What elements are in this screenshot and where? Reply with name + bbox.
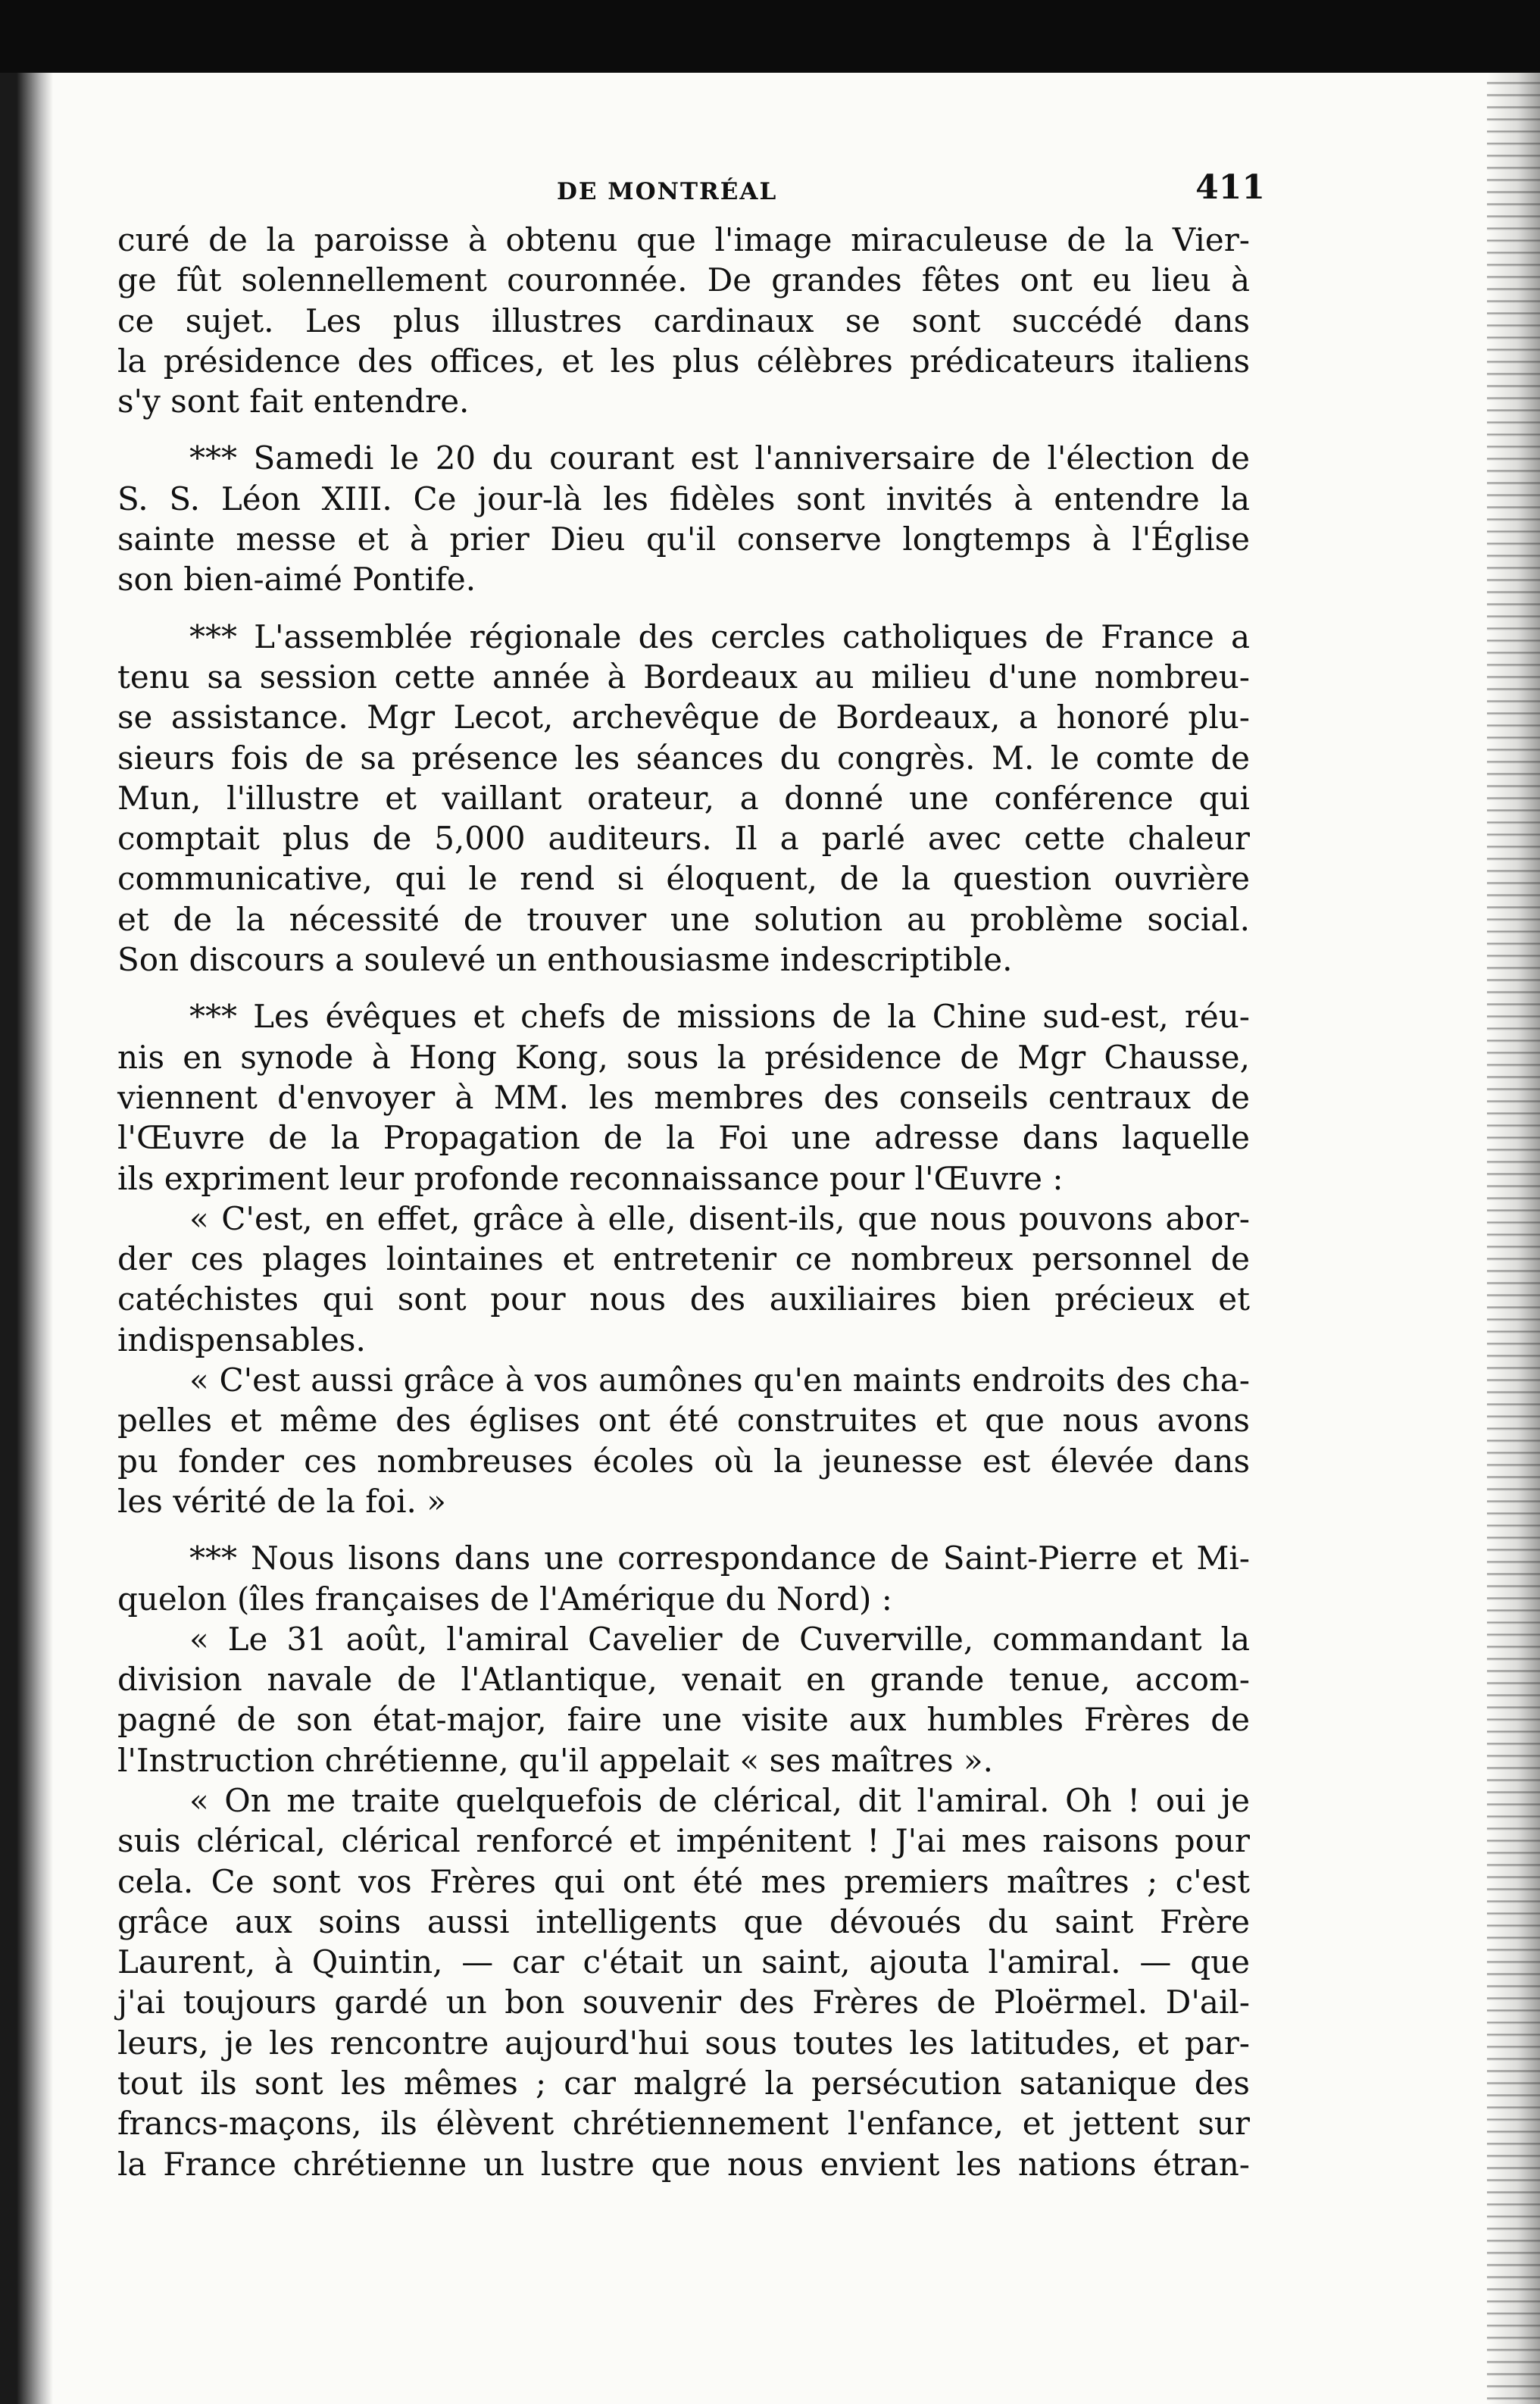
text-line: tenu sa session cette année à Bordeaux au milieu d'une nombreu- <box>117 658 1250 696</box>
scan-right-border <box>1487 73 1540 2404</box>
text-line: grâce aux soins aussi intelligents que dévoués du saint Frère <box>117 1902 1250 1940</box>
text-line: comptait plus de 5,000 auditeurs. Il a parlé avec cette chaleur <box>117 820 1250 858</box>
text-line: der ces plages lointaines et entretenir ce nombreux personnel de <box>117 1240 1250 1278</box>
paragraph-admiral-cuverville <box>117 1538 1250 2184</box>
text-line: pelles et même des églises ont été construites et que nous avons <box>117 1402 1250 1440</box>
text-line: Laurent, à Quintin, — car c'était un saint, ajouta l'amiral. — que <box>117 1943 1250 1981</box>
page-header <box>117 152 1265 220</box>
text-line: la France chrétienne un lustre que nous envient les nations étran- <box>117 2145 1250 2183</box>
text-line: « On me traite quelquefois de clérical, dit l'amiral. Oh ! oui je <box>189 1781 1250 1819</box>
paragraph-leo-xiii <box>117 438 1250 599</box>
text-line: S. S. Léon XIII. Ce jour-là les fidèles sont invités à entendre la <box>117 480 1250 517</box>
text-line: la présidence des offices, et les plus célèbres prédicateurs italiens <box>117 342 1250 380</box>
text-line: ce sujet. Les plus illustres cardinaux se sont succédé dans <box>117 302 1250 339</box>
text-line: *** L'assemblée régionale des cercles catholiques de France a <box>189 617 1250 655</box>
text-line: sieurs fois de sa présence les séances du congrès. M. le comte de <box>117 739 1250 777</box>
text-line: *** Les évêques et chefs de missions de la Chine sud-est, réu- <box>189 998 1250 1036</box>
text-line: l'Œuvre de la Propagation de la Foi une adresse dans laquelle <box>117 1119 1250 1157</box>
text-line: cela. Ce sont vos Frères qui ont été mes premiers maîtres ; c'est <box>117 1862 1250 1900</box>
text-line: « Le 31 août, l'amiral Cavelier de Cuverville, commandant la <box>189 1620 1250 1658</box>
text-line: ils expriment leur profonde reconnaissance pour l'Œuvre : <box>117 1159 1064 1197</box>
paragraph-miraculous-image <box>117 220 1250 421</box>
text-line: et de la nécessité de trouver une solution au problème social. <box>117 900 1250 938</box>
book-page <box>117 152 1265 2184</box>
text-line: quelon (îles françaises de l'Amérique du Nord) : <box>117 1580 892 1618</box>
paragraph-catholic-circles <box>117 617 1250 980</box>
text-line: indispensables. <box>117 1321 366 1358</box>
page-number: 411 <box>1195 168 1265 207</box>
text-line: communicative, qui le rend si éloquent, de la question ouvrière <box>117 860 1250 898</box>
text-line: tout ils sont les mêmes ; car malgré la persécution satanique des <box>117 2065 1250 2102</box>
text-line: pagné de son état-major, faire une visite aux humbles Frères de <box>117 1701 1250 1739</box>
text-line: son bien-aimé Pontife. <box>117 561 476 599</box>
text-line: leurs, je les rencontre aujourd'hui sous toutes les latitudes, et par- <box>117 2024 1250 2062</box>
text-line: « C'est, en effet, grâce à elle, disent-ils, que nous pouvons abor- <box>189 1199 1250 1237</box>
scan-top-border <box>0 0 1540 73</box>
text-line: catéchistes qui sont pour nous des auxiliaires bien précieux et <box>117 1280 1250 1318</box>
text-line: suis clérical, clérical renforcé et impénitent ! J'ai mes raisons pour <box>117 1822 1250 1860</box>
text-line: j'ai toujours gardé un bon souvenir des Frères de Ploërmel. D'ail- <box>117 1984 1250 2021</box>
text-line: pu fonder ces nombreuses écoles où la jeunesse est élevée dans <box>117 1442 1250 1480</box>
text-line: division navale de l'Atlantique, venait en grande tenue, accom- <box>117 1661 1250 1699</box>
text-line: Mun, l'illustre et vaillant orateur, a donné une conférence qui <box>117 779 1250 817</box>
text-line: se assistance. Mgr Lecot, archevêque de Bordeaux, a honoré plu- <box>117 699 1250 736</box>
text-line: *** Nous lisons dans une correspondance de Saint-Pierre et Mi- <box>189 1540 1250 1577</box>
paragraph-china-bishops <box>117 996 1250 1521</box>
text-line: l'Instruction chrétienne, qu'il appelait « ses maîtres ». <box>117 1741 993 1779</box>
text-line: les vérité de la foi. » <box>117 1482 446 1520</box>
text-line: ge fût solennellement couronnée. De grandes fêtes ont eu lieu à <box>117 261 1250 299</box>
text-line: *** Samedi le 20 du courant est l'anniversaire de l'élection de <box>189 439 1250 477</box>
scan-left-border <box>0 73 53 2404</box>
text-line: s'y sont fait entendre. <box>117 383 470 420</box>
text-line: francs-maçons, ils élèvent chrétiennement l'enfance, et jettent sur <box>117 2105 1250 2143</box>
text-line: sainte messe et à prier Dieu qu'il conserve longtemps à l'Église <box>117 521 1250 558</box>
text-line: viennent d'envoyer à MM. les membres des conseils centraux de <box>117 1078 1250 1116</box>
text-line: nis en synode à Hong Kong, sous la présidence de Mgr Chausse, <box>117 1038 1250 1076</box>
running-title: DE MONTRÉAL <box>557 178 778 205</box>
text-line: curé de la paroisse à obtenu que l'image miraculeuse de la Vier- <box>117 221 1250 258</box>
text-line: Son discours a soulevé un enthousiasme indescriptible. <box>117 941 1013 979</box>
text-line: « C'est aussi grâce à vos aumônes qu'en maints endroits des cha- <box>189 1361 1250 1399</box>
